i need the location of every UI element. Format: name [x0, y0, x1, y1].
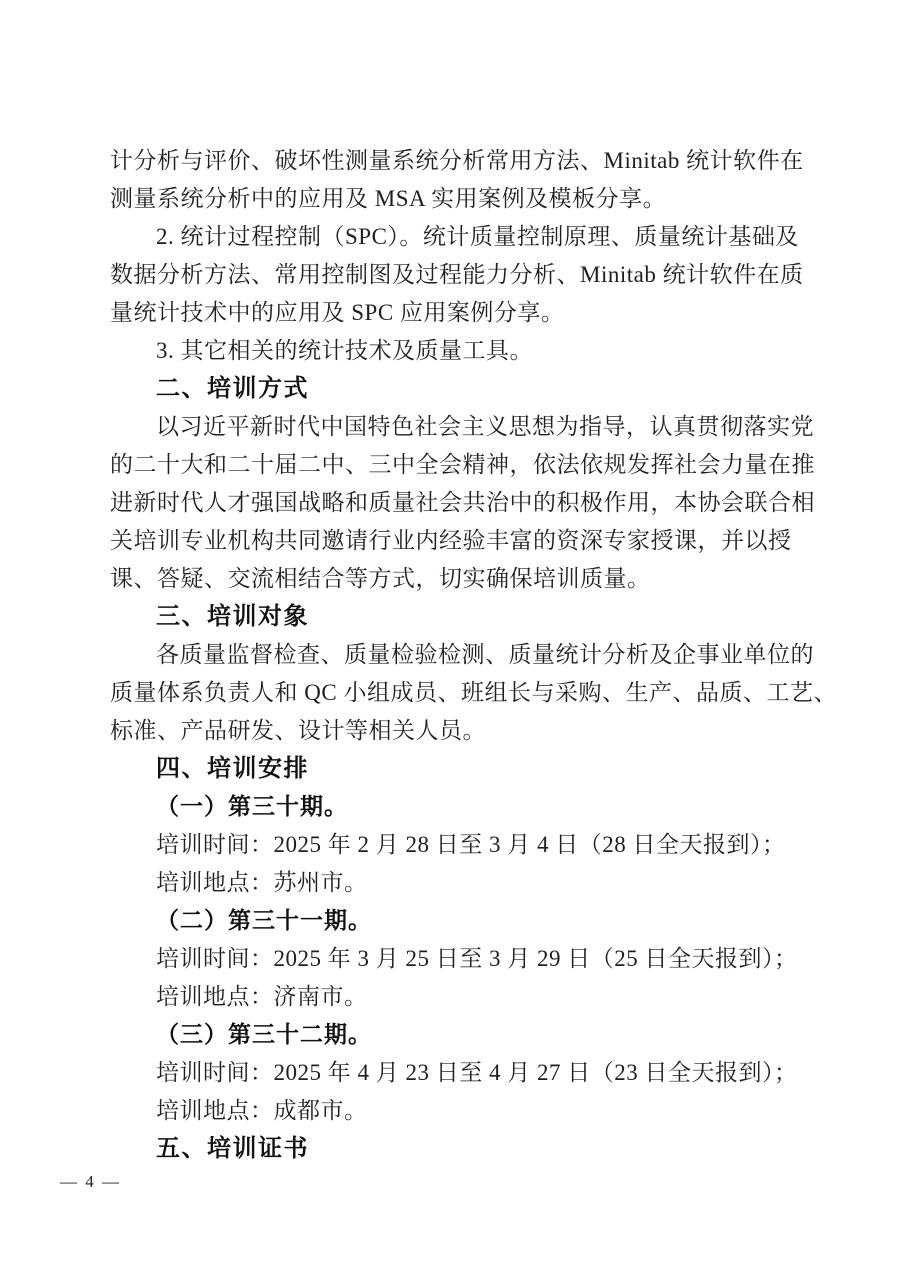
subsection-heading-session-30: （一）第三十期。 [156, 794, 348, 819]
training-time-session-30: 培训时间：2025 年 2 月 28 日至 3 月 4 日（28 日全天报到）； [156, 832, 786, 857]
text-line: 的二十大和二十届二中、三中全会精神，依法依规发挥社会力量在推 [110, 452, 815, 477]
training-location-session-31: 培训地点：济南市。 [156, 984, 368, 1009]
training-time-session-32: 培训时间：2025 年 4 月 23 日至 4 月 27 日（23 日全天报到）； [156, 1060, 798, 1085]
text-line: 质量体系负责人和 QC 小组成员、班组长与采购、生产、品质、工艺、 [110, 680, 837, 705]
text-line: 测量系统分析中的应用及 MSA 实用案例及模板分享。 [110, 186, 667, 211]
text-line: 量统计技术中的应用及 SPC 应用案例分享。 [110, 300, 565, 325]
section-heading-4-training-schedule: 四、培训安排 [156, 755, 309, 782]
document-body [110, 142, 837, 1168]
subsection-heading-session-31: （二）第三十一期。 [156, 908, 372, 933]
subsection-heading-session-32: （三）第三十二期。 [156, 1022, 372, 1047]
text-line: 各质量监督检查、质量检验检测、质量统计分析及企事业单位的 [156, 642, 814, 667]
text-line: 标准、产品研发、设计等相关人员。 [110, 718, 486, 743]
training-location-session-32: 培训地点：成都市。 [156, 1098, 368, 1123]
text-line: 数据分析方法、常用控制图及过程能力分析、Minitab 统计软件在质 [110, 262, 804, 287]
section-heading-3-training-audience: 三、培训对象 [156, 603, 309, 630]
training-location-session-30: 培训地点：苏州市。 [156, 870, 368, 895]
text-line: 关培训专业机构共同邀请行业内经验丰富的资深专家授课，并以授 [110, 528, 792, 553]
training-time-session-31: 培训时间：2025 年 3 月 25 日至 3 月 29 日（25 日全天报到）； [156, 946, 798, 971]
section-heading-2-training-method: 二、培训方式 [156, 375, 309, 402]
text-line: 课、答疑、交流相结合等方式，切实确保培训质量。 [110, 566, 651, 591]
text-line: 计分析与评价、破坏性测量系统分析常用方法、Minitab 统计软件在 [110, 148, 804, 173]
list-item-2-spc: 2. 统计过程控制（SPC）。统计质量控制原理、质量统计基础及 [156, 224, 799, 249]
text-line: 进新时代人才强国战略和质量社会共治中的积极作用，本协会联合相 [110, 490, 815, 515]
section-heading-5-training-certificate: 五、培训证书 [156, 1135, 309, 1162]
list-item-3-other-tools: 3. 其它相关的统计技术及质量工具。 [156, 338, 533, 363]
text-line: 以习近平新时代中国特色社会主义思想为指导，认真贯彻落实党 [156, 414, 814, 439]
page-number: — 4 — [60, 1172, 121, 1191]
